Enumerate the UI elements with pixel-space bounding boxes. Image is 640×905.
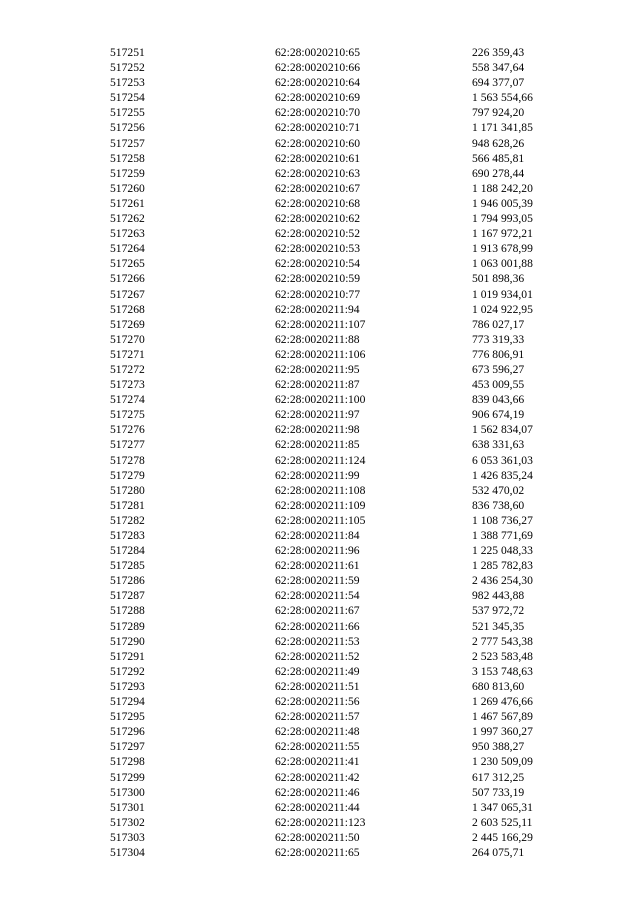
cadastral-number: 62:28:0020211:52 <box>275 649 360 663</box>
row-number: 517268 <box>110 302 145 316</box>
table-row <box>110 302 590 317</box>
cadastral-number: 62:28:0020210:52 <box>275 227 361 241</box>
table-row <box>110 166 590 181</box>
cadastral-value: 1 225 048,33 <box>472 544 533 558</box>
table-row <box>110 679 590 694</box>
cadastral-value: 950 388,27 <box>472 740 525 754</box>
table-row <box>110 422 590 437</box>
row-number: 517303 <box>110 830 145 844</box>
table-row <box>110 151 590 166</box>
table-row <box>110 90 590 105</box>
cadastral-number: 62:28:0020211:65 <box>275 845 360 859</box>
cadastral-value: 1 108 736,27 <box>472 513 533 527</box>
table-row <box>110 543 590 558</box>
row-number: 517256 <box>110 121 145 135</box>
cadastral-number: 62:28:0020211:67 <box>275 604 360 618</box>
row-number: 517263 <box>110 227 145 241</box>
row-number: 517273 <box>110 378 145 392</box>
row-number: 517258 <box>110 151 145 165</box>
cadastral-number: 62:28:0020210:64 <box>275 76 361 90</box>
table-row <box>110 754 590 769</box>
row-number: 517252 <box>110 61 145 75</box>
table-row <box>110 437 590 452</box>
cadastral-number: 62:28:0020211:105 <box>275 513 366 527</box>
row-number: 517276 <box>110 423 145 437</box>
table-row <box>110 105 590 120</box>
cadastral-value: 1 997 360,27 <box>472 725 533 739</box>
cadastral-number: 62:28:0020211:85 <box>275 438 360 452</box>
table-row <box>110 588 590 603</box>
cadastral-value: 1 388 771,69 <box>472 529 533 542</box>
cadastral-value: 2 436 254,30 <box>472 574 533 588</box>
row-number: 517257 <box>110 136 145 150</box>
cadastral-value: 1 285 782,83 <box>472 559 533 573</box>
table-row <box>110 724 590 739</box>
cadastral-value: 1 167 972,21 <box>472 227 533 241</box>
cadastral-number: 62:28:0020211:56 <box>275 695 360 709</box>
row-number: 517267 <box>110 287 145 301</box>
table-row <box>110 815 590 830</box>
table-row <box>110 271 590 286</box>
cadastral-value: 906 674,19 <box>472 408 525 422</box>
cadastral-number: 62:28:0020211:50 <box>275 830 360 844</box>
cadastral-value: 1 794 993,05 <box>472 212 533 226</box>
cadastral-number: 62:28:0020211:98 <box>275 423 360 437</box>
cadastral-number: 62:28:0020211:94 <box>275 302 360 316</box>
table-row <box>110 664 590 679</box>
table-row <box>110 694 590 709</box>
row-number: 517297 <box>110 740 145 754</box>
row-number: 517278 <box>110 453 145 467</box>
table-row <box>110 634 590 649</box>
cadastral-number: 62:28:0020211:100 <box>275 393 366 407</box>
row-number: 517275 <box>110 408 145 422</box>
cadastral-value: 694 377,07 <box>472 76 525 90</box>
cadastral-value: 1 562 834,07 <box>472 423 533 437</box>
cadastral-number: 62:28:0020211:107 <box>275 317 366 331</box>
cadastral-value: 982 443,88 <box>472 589 525 603</box>
cadastral-value: 1 063 001,88 <box>472 257 533 271</box>
cadastral-number: 62:28:0020210:67 <box>275 181 361 195</box>
table-row <box>110 287 590 302</box>
row-number: 517283 <box>110 529 145 542</box>
row-number: 517288 <box>110 604 145 618</box>
row-number: 517269 <box>110 317 145 331</box>
cadastral-value: 521 345,35 <box>472 619 525 633</box>
cadastral-number: 62:28:0020210:61 <box>275 151 361 165</box>
row-number: 517304 <box>110 845 145 859</box>
row-number: 517255 <box>110 106 145 120</box>
cadastral-number: 62:28:0020210:62 <box>275 212 361 226</box>
cadastral-number: 62:28:0020211:95 <box>275 362 360 376</box>
cadastral-value: 507 733,19 <box>472 785 525 799</box>
table-row <box>110 136 590 151</box>
cadastral-value: 680 813,60 <box>472 679 525 693</box>
cadastral-number: 62:28:0020211:123 <box>275 815 366 829</box>
table-row <box>110 60 590 75</box>
cadastral-number: 62:28:0020211:87 <box>275 378 360 392</box>
table-row <box>110 211 590 226</box>
table-row <box>110 483 590 498</box>
row-number: 517265 <box>110 257 145 271</box>
row-number: 517280 <box>110 483 145 497</box>
table-row <box>110 120 590 135</box>
row-number: 517254 <box>110 91 145 105</box>
row-number: 517266 <box>110 272 145 286</box>
table-row <box>110 709 590 724</box>
row-number: 517284 <box>110 544 145 558</box>
cadastral-number: 62:28:0020211:59 <box>275 574 360 588</box>
cadastral-value: 836 738,60 <box>472 498 525 512</box>
row-number: 517300 <box>110 785 145 799</box>
cadastral-value: 948 628,26 <box>472 136 525 150</box>
cadastral-number: 62:28:0020211:51 <box>275 679 360 693</box>
cadastral-value: 617 312,25 <box>472 770 525 784</box>
cadastral-number: 62:28:0020211:48 <box>275 725 360 739</box>
row-number: 517290 <box>110 634 145 648</box>
row-number: 517259 <box>110 166 145 180</box>
row-number: 517277 <box>110 438 145 452</box>
row-number: 517272 <box>110 362 145 376</box>
table-row <box>110 241 590 256</box>
cadastral-value: 1 019 934,01 <box>472 287 533 301</box>
table-row <box>110 573 590 588</box>
cadastral-value: 264 075,71 <box>472 845 525 859</box>
table-row <box>110 558 590 573</box>
cadastral-number: 62:28:0020211:106 <box>275 347 366 361</box>
cadastral-value: 2 603 525,11 <box>472 815 533 829</box>
cadastral-value: 839 043,66 <box>472 393 525 407</box>
table-row <box>110 785 590 800</box>
cadastral-number: 62:28:0020211:96 <box>275 544 360 558</box>
cadastral-number: 62:28:0020211:49 <box>275 664 360 678</box>
cadastral-value: 566 485,81 <box>472 151 525 165</box>
cadastral-number: 62:28:0020211:88 <box>275 332 360 346</box>
cadastral-value: 1 426 835,24 <box>472 468 533 482</box>
cadastral-number: 62:28:0020210:60 <box>275 136 361 150</box>
cadastral-value: 1 946 005,39 <box>472 196 533 210</box>
cadastral-number: 62:28:0020210:70 <box>275 106 361 120</box>
cadastral-value: 1 188 242,20 <box>472 181 533 195</box>
table-row <box>110 649 590 664</box>
row-number: 517298 <box>110 755 145 769</box>
row-number: 517251 <box>110 46 145 59</box>
row-number: 517279 <box>110 468 145 482</box>
row-number: 517285 <box>110 559 145 573</box>
cadastral-value: 1 230 509,09 <box>472 755 533 769</box>
cadastral-value: 3 153 748,63 <box>472 664 533 678</box>
table-row <box>110 619 590 634</box>
cadastral-number: 62:28:0020211:44 <box>275 800 360 814</box>
cadastral-number: 62:28:0020210:71 <box>275 121 361 135</box>
cadastral-number: 62:28:0020211:55 <box>275 740 360 754</box>
cadastral-number: 62:28:0020211:61 <box>275 559 360 573</box>
cadastral-value: 501 898,36 <box>472 272 525 286</box>
table-row <box>110 468 590 483</box>
cadastral-number: 62:28:0020211:109 <box>275 498 366 512</box>
table-row <box>110 317 590 332</box>
row-number: 517282 <box>110 513 145 527</box>
cadastral-number: 62:28:0020211:54 <box>275 589 360 603</box>
cadastral-number: 62:28:0020211:66 <box>275 619 360 633</box>
cadastral-value: 1 913 678,99 <box>472 242 533 256</box>
data-table <box>110 45 590 860</box>
table-row <box>110 256 590 271</box>
cadastral-value: 1 347 065,31 <box>472 800 533 814</box>
row-number: 517281 <box>110 498 145 512</box>
table-row <box>110 407 590 422</box>
cadastral-number: 62:28:0020210:53 <box>275 242 361 256</box>
table-row <box>110 45 590 60</box>
row-number: 517292 <box>110 664 145 678</box>
cadastral-value: 532 470,02 <box>472 483 525 497</box>
table-row <box>110 603 590 618</box>
cadastral-number: 62:28:0020211:84 <box>275 529 360 542</box>
row-number: 517286 <box>110 574 145 588</box>
row-number: 517253 <box>110 76 145 90</box>
cadastral-value: 453 009,55 <box>472 378 525 392</box>
cadastral-number: 62:28:0020211:124 <box>275 453 366 467</box>
row-number: 517296 <box>110 725 145 739</box>
cadastral-number: 62:28:0020210:69 <box>275 91 361 105</box>
row-number: 517299 <box>110 770 145 784</box>
cadastral-value: 776 806,91 <box>472 347 525 361</box>
row-number: 517294 <box>110 695 145 709</box>
cadastral-number: 62:28:0020210:77 <box>275 287 361 301</box>
table-row <box>110 830 590 845</box>
table-row <box>110 513 590 528</box>
row-number: 517291 <box>110 649 145 663</box>
cadastral-value: 1 467 567,89 <box>472 710 533 724</box>
cadastral-value: 797 924,20 <box>472 106 525 120</box>
table-row <box>110 528 590 543</box>
cadastral-number: 62:28:0020210:59 <box>275 272 361 286</box>
cadastral-number: 62:28:0020211:41 <box>275 755 360 769</box>
row-number: 517295 <box>110 710 145 724</box>
table-row <box>110 196 590 211</box>
row-number: 517302 <box>110 815 145 829</box>
cadastral-number: 62:28:0020211:42 <box>275 770 360 784</box>
cadastral-number: 62:28:0020210:65 <box>275 46 361 59</box>
cadastral-value: 2 445 166,29 <box>472 830 533 844</box>
cadastral-value: 1 171 341,85 <box>472 121 533 135</box>
row-number: 517271 <box>110 347 145 361</box>
cadastral-number: 62:28:0020211:99 <box>275 468 360 482</box>
cadastral-value: 1 563 554,66 <box>472 91 533 105</box>
cadastral-number: 62:28:0020210:63 <box>275 166 361 180</box>
table-row <box>110 226 590 241</box>
row-number: 517261 <box>110 196 145 210</box>
cadastral-number: 62:28:0020211:46 <box>275 785 360 799</box>
cadastral-value: 1 024 922,95 <box>472 302 533 316</box>
cadastral-value: 786 027,17 <box>472 317 525 331</box>
table-row <box>110 347 590 362</box>
cadastral-value: 558 347,64 <box>472 61 525 75</box>
table-row <box>110 498 590 513</box>
table-row <box>110 770 590 785</box>
row-number: 517274 <box>110 393 145 407</box>
cadastral-value: 2 777 543,38 <box>472 634 533 648</box>
row-number: 517260 <box>110 181 145 195</box>
cadastral-number: 62:28:0020210:68 <box>275 196 361 210</box>
cadastral-value: 673 596,27 <box>472 362 525 376</box>
row-number: 517262 <box>110 212 145 226</box>
table-row <box>110 453 590 468</box>
row-number: 517270 <box>110 332 145 346</box>
row-number: 517301 <box>110 800 145 814</box>
cadastral-number: 62:28:0020210:54 <box>275 257 361 271</box>
row-number: 517264 <box>110 242 145 256</box>
table-row <box>110 332 590 347</box>
cadastral-number: 62:28:0020210:66 <box>275 61 361 75</box>
table-row <box>110 362 590 377</box>
cadastral-number: 62:28:0020211:108 <box>275 483 366 497</box>
cadastral-value: 638 331,63 <box>472 438 525 452</box>
table-row <box>110 739 590 754</box>
row-number: 517293 <box>110 679 145 693</box>
table-row <box>110 377 590 392</box>
table-row <box>110 392 590 407</box>
row-number: 517287 <box>110 589 145 603</box>
table-row <box>110 845 590 860</box>
cadastral-number: 62:28:0020211:97 <box>275 408 360 422</box>
cadastral-value: 226 359,43 <box>472 46 525 59</box>
row-number: 517289 <box>110 619 145 633</box>
table-row <box>110 181 590 196</box>
cadastral-value: 690 278,44 <box>472 166 525 180</box>
cadastral-value: 6 053 361,03 <box>472 453 533 467</box>
cadastral-value: 773 319,33 <box>472 332 525 346</box>
cadastral-number: 62:28:0020211:53 <box>275 634 360 648</box>
table-row <box>110 800 590 815</box>
table-row <box>110 75 590 90</box>
cadastral-value: 2 523 583,48 <box>472 649 533 663</box>
cadastral-value: 1 269 476,66 <box>472 695 533 709</box>
cadastral-value: 537 972,72 <box>472 604 525 618</box>
cadastral-number: 62:28:0020211:57 <box>275 710 360 724</box>
